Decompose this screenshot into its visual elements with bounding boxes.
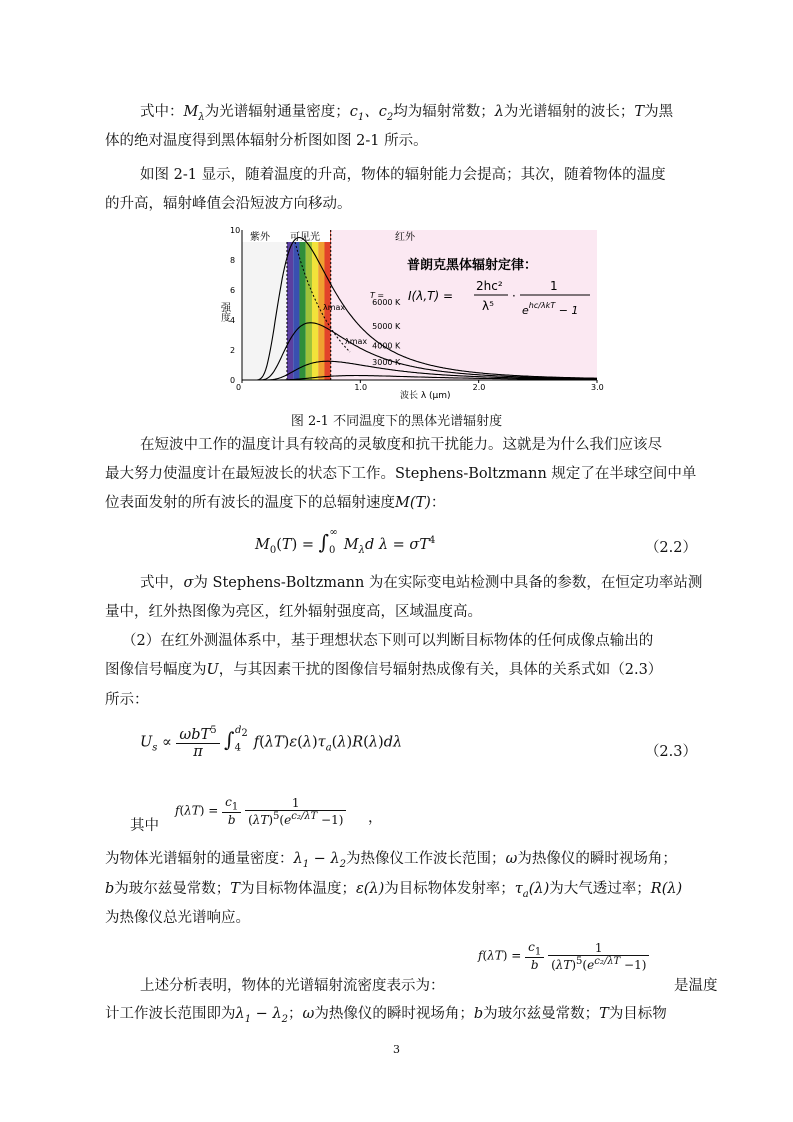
para5-line1: （2）在红外测温体系中，基于理想状态下则可以判断目标物体的任何成像点输出的 — [122, 633, 654, 649]
para5-line2: 图像信号幅度为U，与其因素干扰的图像信号辐射热成像有关，具体的关系式如（2.3） — [105, 662, 663, 678]
para7-line1-a: 上述分析表明，物体的光谱辐射流密度表示为： — [140, 978, 445, 994]
var-c1-c2: $c_1$、$c_2$ — [349, 104, 394, 123]
para7-line1-b: 是温度 — [674, 978, 718, 994]
x-tick-label: 2.0 — [472, 383, 486, 392]
flux-formula: f(λT) = $\frac{c_1}{b}$ $\frac{1}{(\lambda T)^5(e^{c_2/\lambda T} -1)}$ — [478, 940, 649, 972]
blackbody-chart — [220, 222, 605, 404]
x-tick-label: 0 — [236, 383, 242, 392]
para2-line2: 的升高，辐射峰值会沿短波方向移动。 — [105, 196, 352, 212]
para6-line2: b为玻尔兹曼常数；T为目标物体温度；ε(λ)为目标物体发射率；$\tau_a(\lambda)$为大气透过率；R(λ) — [105, 881, 683, 900]
law-den2: $e^{hc/\lambda kT} - 1$ — [522, 301, 579, 317]
y-tick-label: 0 — [230, 376, 236, 385]
t-equals-label: T = — [370, 291, 385, 300]
law-title: 普朗克黑体辐射定律： — [407, 258, 538, 273]
visible-band-0 — [287, 230, 293, 380]
x-tick-label: 1.0 — [354, 383, 368, 392]
law-formula: I(λ,T) = — [408, 289, 454, 303]
y-axis-label: 强度 — [218, 302, 230, 322]
figure-caption: 图 2-1 不同温度下的黑体光谱辐射度 — [290, 414, 503, 429]
series-label-6000: 6000 K — [372, 298, 401, 307]
region-ir-label: 红外 — [395, 232, 415, 243]
region-uv-label: 紫外 — [250, 232, 270, 243]
law-num1: 2hc² — [476, 279, 503, 293]
para3-line3: 位表面发射的所有波长的温度下的总辐射速度M(T)： — [105, 495, 446, 511]
x-axis-label: 波长 λ (μm) — [400, 391, 451, 401]
equation-2-2: $M_0(T) = \int_0^\infty M_\lambda d$ $\lambda = \sigma T^4$ — [255, 527, 436, 556]
where-label: 其中 — [130, 818, 159, 834]
where-comma: ， — [368, 810, 383, 826]
equation-2-2-number: （2.2） — [644, 540, 697, 556]
para2-line1: 如图 2-1 显示，随着温度的升高，物体的辐射能力会提高；其次，随着物体的温度 — [140, 167, 666, 183]
y-tick-label: 6 — [230, 286, 236, 295]
lambda-max-label-2: λmax — [345, 337, 368, 346]
para6-line3: 为热像仪总光谱响应。 — [105, 910, 250, 926]
y-tick-label: 4 — [230, 316, 236, 325]
y-tick-label: 8 — [230, 256, 236, 265]
para1-line1: 式中：$M_\lambda$为光谱辐射通量密度；$c_1$、$c_2$均为辐射常数；λ为光谱辐射的波长；T为黑 — [140, 104, 674, 123]
equation-2-3: $U_s$ ∝ $\frac{\omega bT^5}{\pi}$ $\int_4^{d_2}f(\lambda T)\varepsilon(\lambda)\tau_a(\lambda)R(\lambda)d\lambda$ — [140, 724, 403, 760]
where-formula: f(λT) = $\frac{c_1}{b}$ $\frac{1}{(\lambda T)^5(e^{c_2/\lambda T} -1)}$ — [175, 795, 346, 827]
visible-band-3 — [306, 230, 312, 380]
para3-line1: 在短波中工作的温度计具有较高的灵敏度和抗干扰能力。这就是为什么我们应该尽 — [140, 437, 662, 453]
y-tick-label: 10 — [230, 226, 241, 235]
law-dot: · — [512, 289, 516, 303]
para4-line2: 量中，红外热图像为亮区，红外辐射强度高，区域温度高。 — [105, 604, 482, 620]
series-label-4000: 4000 K — [372, 341, 401, 351]
para4-line1: 式中，σ为 Stephens-Boltzmann 为在实际变电站检测中具备的参数，在恒定功率站测 — [140, 575, 703, 591]
visible-band-1 — [293, 230, 299, 380]
lambda-max-label-1: λmax — [323, 303, 346, 312]
page-number: 3 — [393, 1043, 400, 1056]
region-visible-label: 可见光 — [290, 232, 320, 243]
law-den1: λ⁵ — [482, 299, 494, 313]
y-tick-label: 2 — [230, 346, 236, 355]
para5-line3: 所示： — [105, 692, 149, 708]
series-label-5000: 5000 K — [372, 322, 401, 331]
para3-line2: 最大努力使温度计在最短波长的状态下工作。Stephens-Boltzmann 规定了在半球空间中单 — [105, 466, 697, 482]
x-tick-label: 3.0 — [591, 383, 604, 392]
equation-2-3-number: （2.3） — [644, 744, 697, 760]
para6-line1: 为物体光谱辐射的通量密度：$\lambda_1 - \lambda_2$为热像仪工作波长范围；ω为热像仪的瞬时视场角； — [105, 851, 677, 870]
para7-line2: 计工作波长范围即为$\lambda_1 - \lambda_2$；ω为热像仪的瞬时视场角；b为玻尔兹曼常数；T为目标物 — [105, 1006, 667, 1025]
visible-band-2 — [299, 230, 305, 380]
law-num2: 1 — [550, 279, 558, 293]
para1-line2: 体的绝对温度得到黑体辐射分析图如图 2-1 所示。 — [105, 133, 428, 149]
series-label-3000: 3000 K — [372, 358, 401, 367]
var-M-lambda: $M_\lambda$ — [183, 104, 205, 123]
